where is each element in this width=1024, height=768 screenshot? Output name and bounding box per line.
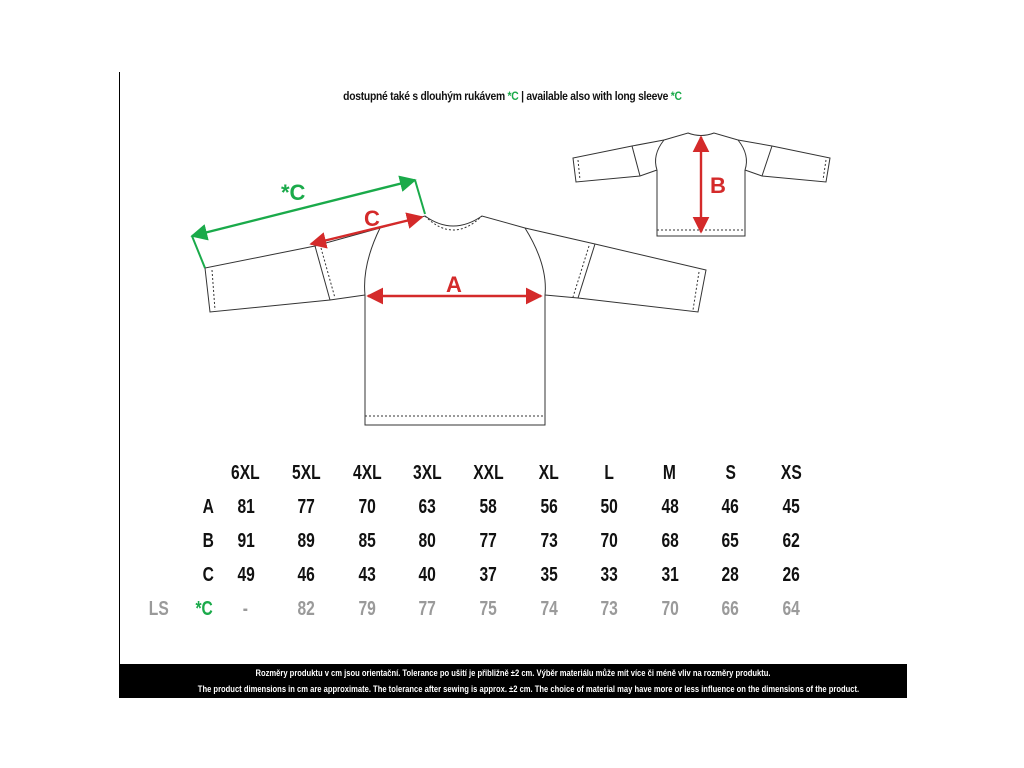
row-label: B [202, 529, 214, 552]
size-header: XXL [472, 461, 504, 484]
table-cell: 68 [661, 529, 679, 552]
row-label [138, 592, 215, 626]
table-cell: 85 [358, 529, 376, 552]
size-header: 6XL [231, 461, 260, 484]
row-label: A [202, 495, 214, 518]
table-cell: - [243, 597, 249, 620]
ls-label: *C [195, 597, 213, 620]
size-header: 3XL [413, 461, 442, 484]
header-separator: | [521, 89, 524, 103]
table-cell: 33 [600, 563, 618, 586]
table-cell: 49 [236, 563, 255, 586]
table-cell: 70 [600, 529, 618, 552]
row-long-sleeve [138, 592, 821, 626]
measure-long-c-guide-left [192, 236, 205, 268]
corner-cell [138, 456, 215, 490]
row-b [138, 524, 821, 558]
table-cell: 65 [721, 529, 740, 552]
table-cell: 77 [297, 495, 315, 518]
size-header: XL [538, 461, 559, 484]
table-cell: 82 [297, 597, 315, 620]
row-c [138, 558, 821, 592]
table-cell: 50 [600, 495, 618, 518]
table-cell: 56 [539, 495, 558, 518]
size-header: S [725, 461, 736, 484]
table-cell: 73 [600, 597, 618, 620]
footer-line-cz: Rozměry produktu v cm jsou orientační. Tolerance po ušití je přibližně ±2 cm. Výběr materiálu může mít více či méně vliv na rozměry produktu. [255, 668, 771, 679]
size-header-row [138, 456, 821, 490]
table-cell: 45 [782, 495, 800, 518]
table-cell: 46 [297, 563, 315, 586]
table-cell: 46 [721, 495, 740, 518]
row-a [138, 490, 821, 524]
measure-long-c-guide-right [415, 180, 425, 214]
table-cell: 48 [661, 495, 679, 518]
table-cell: 63 [418, 495, 437, 518]
front-shirt-outline [205, 216, 706, 425]
table-cell: 35 [539, 563, 558, 586]
table-cell: 70 [661, 597, 679, 620]
table-cell: 81 [236, 495, 255, 518]
size-header: 5XL [291, 461, 321, 484]
table-cell: 77 [479, 529, 497, 552]
table-cell: 26 [782, 563, 800, 586]
size-header: M [663, 461, 677, 484]
header-text-en: available also with long sleeve [526, 89, 669, 103]
table-cell: 64 [782, 597, 800, 620]
table-cell: 75 [479, 597, 497, 620]
ls-prefix: LS [148, 597, 169, 620]
table-cell: 62 [782, 529, 800, 552]
table-cell: 43 [358, 563, 376, 586]
table-cell: 37 [479, 563, 497, 586]
label-long-c: *C [281, 180, 306, 205]
header-mark-2: *C [670, 89, 682, 103]
footer-line-en: The product dimensions in cm are approximate. The tolerance after sewing is approx. ±2 cm. The choice of material may have more or less influence on the dimensions of the product. [197, 684, 860, 695]
header-mark-1: *C [507, 89, 519, 103]
size-header: 4XL [352, 461, 382, 484]
table-cell: 74 [539, 597, 558, 620]
table-cell: 70 [358, 495, 376, 518]
table-cell: 77 [418, 597, 437, 620]
table-cell: 28 [721, 563, 740, 586]
size-header: XS [780, 461, 802, 484]
table-cell: 91 [236, 529, 255, 552]
table-cell: 40 [418, 563, 437, 586]
row-label: C [202, 563, 214, 586]
table-cell: 66 [721, 597, 740, 620]
table-cell: 80 [418, 529, 437, 552]
label-b: B [710, 173, 726, 198]
table-cell: 73 [539, 529, 558, 552]
table-cell: 89 [297, 529, 315, 552]
table-cell: 31 [661, 563, 679, 586]
size-header: L [604, 461, 614, 484]
table-cell: 58 [479, 495, 497, 518]
table-cell: 79 [358, 597, 376, 620]
footer-disclaimer [119, 664, 907, 698]
label-c: C [364, 206, 380, 231]
label-a: A [446, 272, 462, 297]
size-chart-table [138, 456, 821, 626]
header-text-cz: dostupné také s dlouhým rukávem [343, 89, 505, 103]
